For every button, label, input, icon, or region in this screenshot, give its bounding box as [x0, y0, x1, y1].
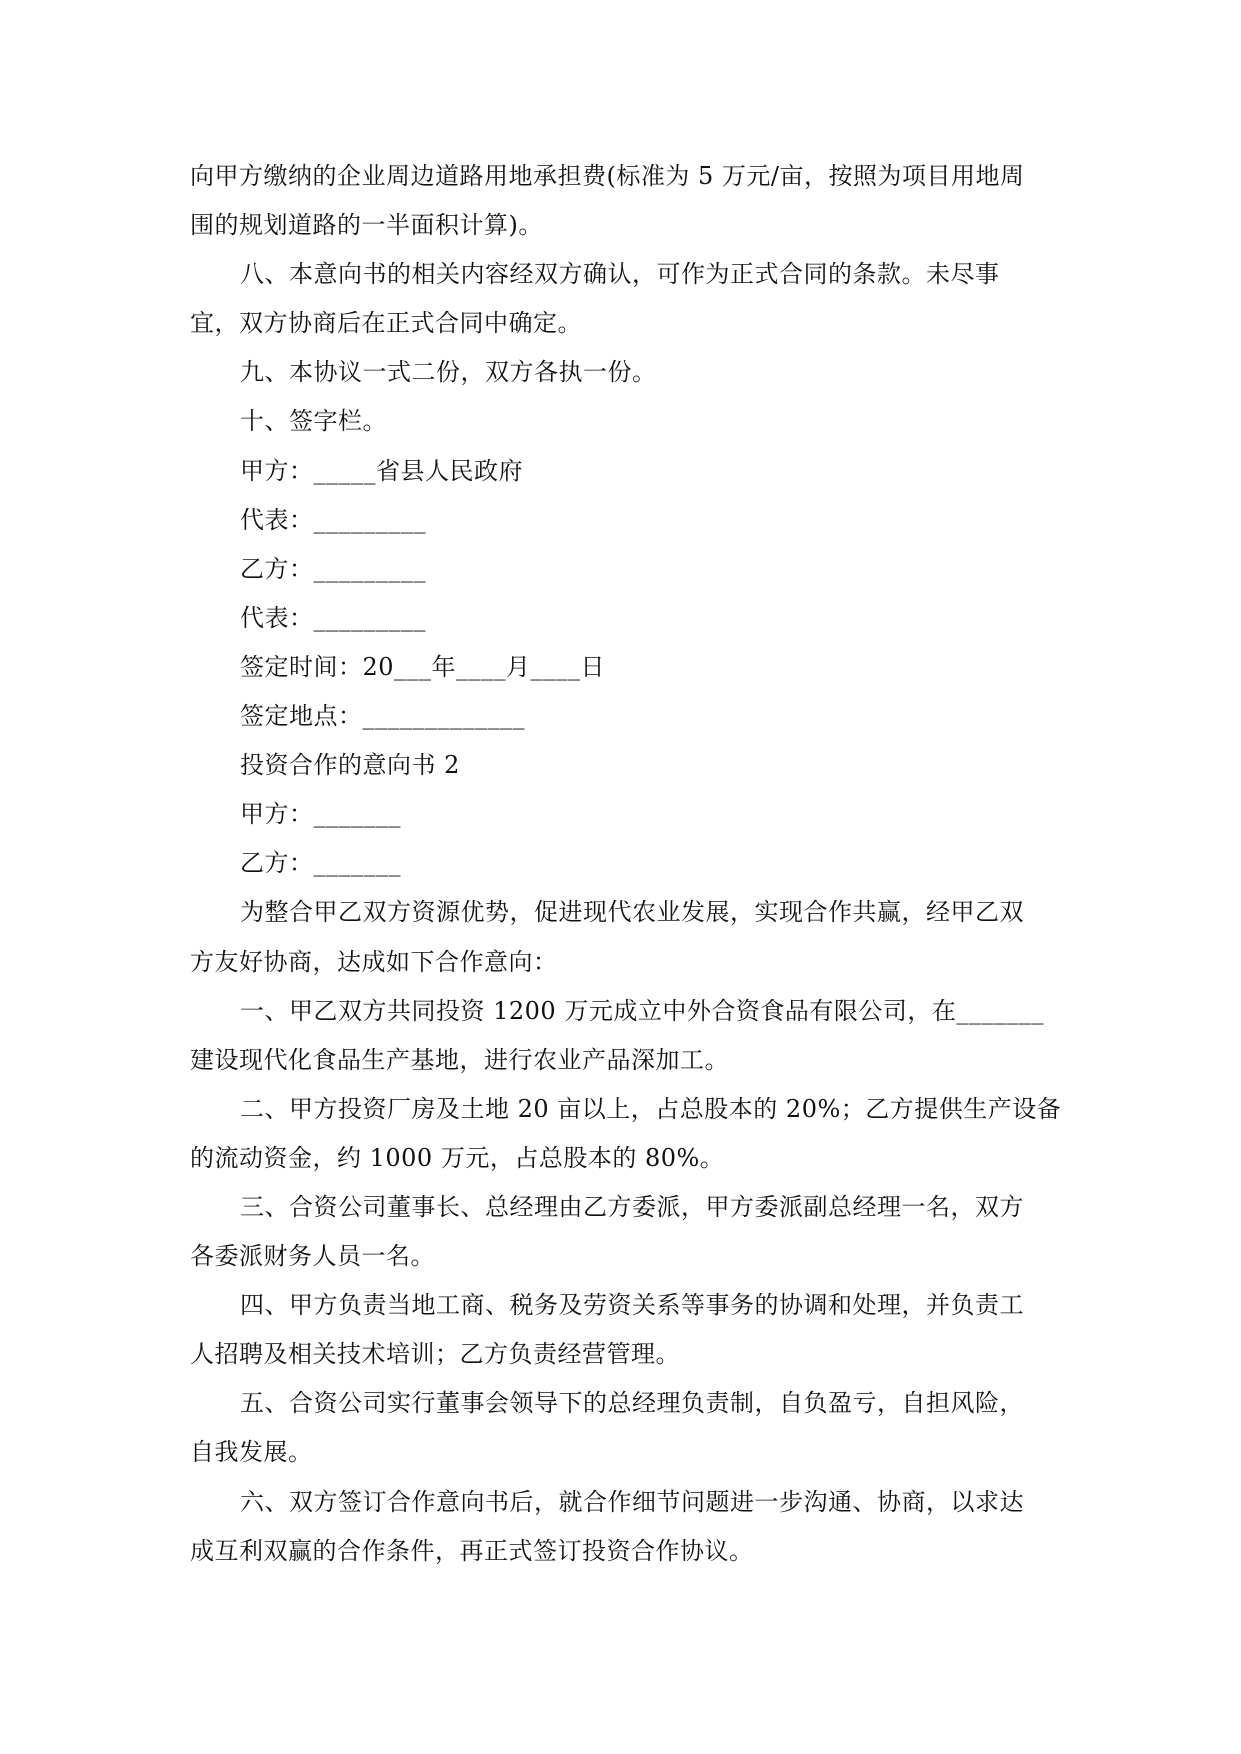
- preamble: 为整合甲乙双方资源优势，促进现代农业发展，实现合作共赢，经甲乙双: [240, 898, 1024, 927]
- text-line: 各委派财务人员一名。: [190, 1242, 435, 1271]
- clause-8: 八、本意向书的相关内容经双方确认，可作为正式合同的条款。未尽事: [240, 260, 1000, 289]
- signature-party-a: 甲方：_____省县人民政府: [240, 456, 523, 485]
- signature-representative-b: 代表：_________: [240, 603, 426, 632]
- document-body: [190, 152, 1070, 1576]
- text-line: 建设现代化食品生产基地，进行农业产品深加工。: [190, 1045, 729, 1074]
- text-line: 自我发展。: [190, 1438, 313, 1467]
- signing-place: 签定地点：_____________: [240, 702, 525, 731]
- clause-6: 六、双方签订合作意向书后，就合作细节问题进一步沟通、协商，以求达: [240, 1487, 1024, 1516]
- text-line: 成互利双赢的合作条件，再正式签订投资合作协议。: [190, 1536, 754, 1565]
- text-line: 方友好协商，达成如下合作意向：: [190, 947, 558, 976]
- text-line: 人招聘及相关技术培训；乙方负责经营管理。: [190, 1340, 680, 1369]
- section-title: 投资合作的意向书 2: [240, 751, 460, 780]
- clause-5: 五、合资公司实行董事会领导下的总经理负责制，自负盈亏，自担风险，: [240, 1389, 1024, 1418]
- clause-2: 二、甲方投资厂房及土地 20 亩以上，占总股本的 20%；乙方提供生产设备: [240, 1094, 1062, 1123]
- text-line: 宜，双方协商后在正式合同中确定。: [190, 309, 582, 338]
- signing-date: 签定时间：20___年____月____日: [240, 652, 606, 681]
- text-line: 向甲方缴纳的企业周边道路用地承担费(标准为 5 万元/亩，按照为项目用地周: [190, 162, 1025, 190]
- clause-4: 四、甲方负责当地工商、税务及劳资关系等事务的协调和处理，并负责工: [240, 1291, 1024, 1320]
- party-b-field: 乙方：_______: [240, 849, 401, 878]
- clause-3: 三、合资公司董事长、总经理由乙方委派，甲方委派副总经理一名，双方: [240, 1192, 1024, 1221]
- signature-party-b: 乙方：_________: [240, 554, 426, 583]
- signature-representative-a: 代表：_________: [240, 505, 426, 534]
- party-a-field: 甲方：_______: [240, 800, 401, 829]
- clause-10: 十、签字栏。: [240, 407, 387, 436]
- text-line: 围的规划道路的一半面积计算)。: [190, 211, 543, 240]
- text-line: 的流动资金，约 1000 万元，占总股本的 80%。: [190, 1143, 725, 1172]
- clause-9: 九、本协议一式二份，双方各执一份。: [240, 358, 657, 387]
- clause-1: 一、甲乙双方共同投资 1200 万元成立中外合资食品有限公司，在_______: [240, 996, 1044, 1025]
